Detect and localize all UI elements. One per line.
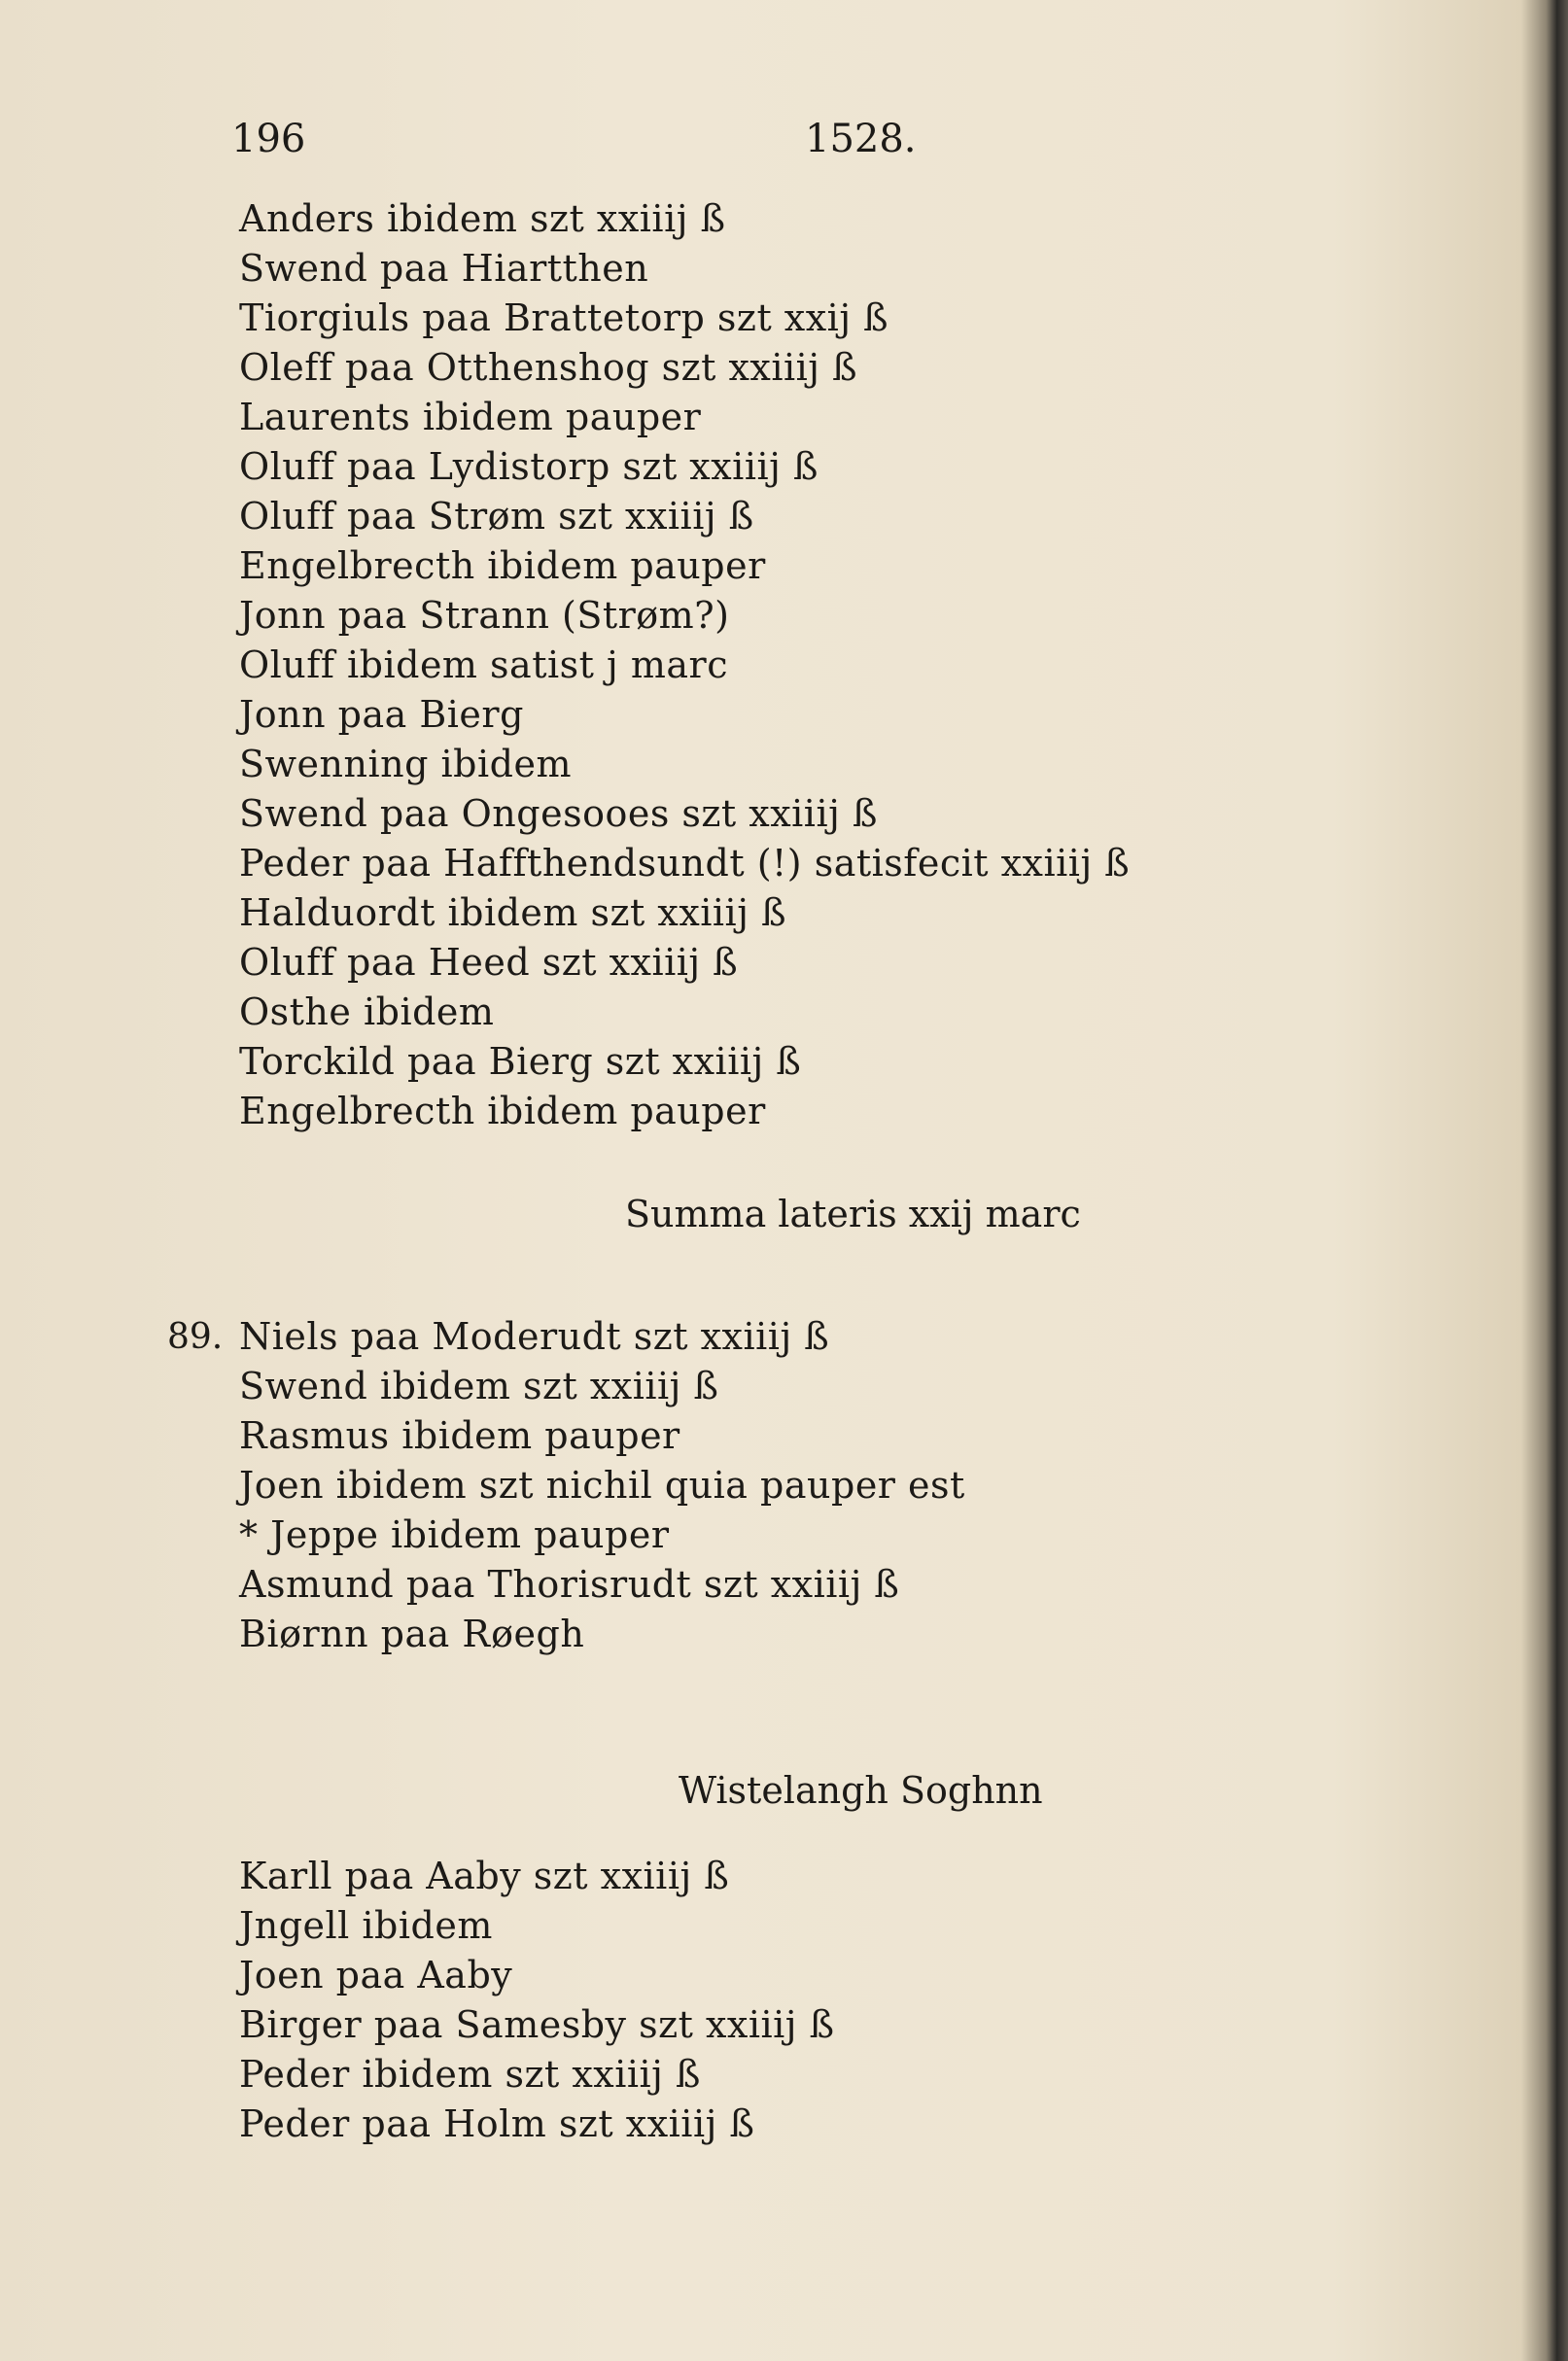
list-item: Peder paa Haffthendsundt (!) satisfecit xxiiij ß — [239, 842, 1131, 885]
summa-lateris: Summa lateris xxij marc — [625, 1193, 1081, 1235]
page-year: 1528. — [805, 117, 917, 161]
list-item: Joen paa Aaby — [239, 1954, 513, 1996]
list-item: Oluff ibidem satist j marc — [239, 643, 728, 686]
parish-heading: Wistelangh Soghnn — [679, 1769, 1043, 1812]
list-item: Engelbrecth ibidem pauper — [239, 544, 766, 587]
list-item: Tiorgiuls paa Brattetorp szt xxij ß — [239, 296, 889, 339]
list-item: Laurents ibidem pauper — [239, 396, 702, 438]
list-item: Swend paa Hiartthen — [239, 247, 649, 290]
list-item: Oluff paa Strøm szt xxiiij ß — [239, 495, 754, 538]
list-item: Niels paa Moderudt szt xxiiij ß — [239, 1315, 830, 1358]
list-item: Swend ibidem szt xxiiij ß — [239, 1365, 719, 1407]
list-item: Birger paa Samesby szt xxiiij ß — [239, 2003, 835, 2046]
list-item: Asmund paa Thorisrudt szt xxiiij ß — [239, 1563, 900, 1606]
list-item: Oluff paa Lydistorp szt xxiiij ß — [239, 445, 819, 488]
entries-section-c — [239, 1852, 835, 2149]
list-item: Rasmus ibidem pauper — [239, 1414, 680, 1457]
list-item: Osthe ibidem — [239, 990, 495, 1033]
entries-section-a — [239, 194, 1130, 1136]
list-item: Oleff paa Otthenshog szt xxiiij ß — [239, 346, 858, 389]
list-item: Engelbrecth ibidem pauper — [239, 1090, 766, 1132]
entry-number: 89. — [167, 1317, 224, 1357]
list-item: Peder paa Holm szt xxiiij ß — [239, 2102, 755, 2145]
list-item: Biørnn paa Røegh — [239, 1613, 585, 1655]
list-item: Anders ibidem szt xxiiij ß — [239, 197, 726, 240]
list-item: Peder ibidem szt xxiiij ß — [239, 2053, 701, 2096]
list-item: Joen ibidem szt nichil quia pauper est — [239, 1464, 965, 1507]
list-item: * Jeppe ibidem pauper — [239, 1513, 670, 1556]
page-number: 196 — [231, 117, 306, 161]
entries-section-b — [239, 1312, 965, 1659]
list-item: Swend paa Ongesooes szt xxiiij ß — [239, 792, 878, 835]
list-item: Jngell ibidem — [239, 1904, 493, 1947]
list-item: Jonn paa Strann (Strøm?) — [239, 594, 730, 637]
list-item: Halduordt ibidem szt xxiiij ß — [239, 891, 786, 934]
list-item: Torckild paa Bierg szt xxiiij ß — [239, 1040, 802, 1083]
list-item: Jonn paa Bierg — [239, 693, 524, 736]
list-item: Oluff paa Heed szt xxiiij ß — [239, 941, 739, 984]
list-item: Swenning ibidem — [239, 743, 573, 785]
list-item: Karll paa Aaby szt xxiiij ß — [239, 1855, 730, 1897]
